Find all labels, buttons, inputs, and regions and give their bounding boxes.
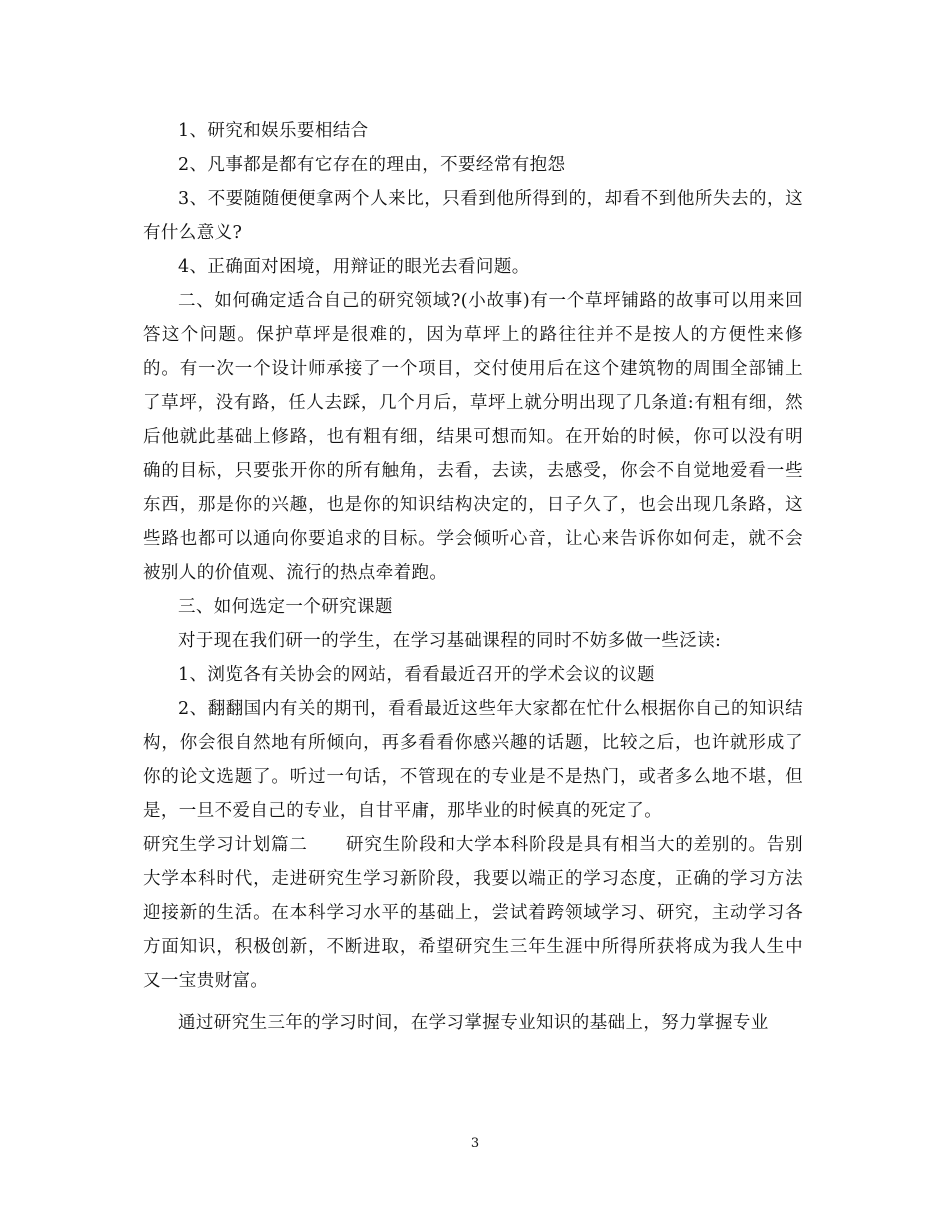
paragraph-1: 1、研究和娱乐要相结合: [178, 121, 369, 141]
paragraph-4: 4、正确面对困境，用辩证的眼光去看问题。: [178, 257, 530, 277]
paragraph-5: 二、如何确定适合自己的研究领域?(小故事)有一个草坪铺路的故事可以用来回答这个问题。保护草坪是很难的，因为草坪上的路往往并不是按人的方便性来修的。有一次一个设计师承接了一个项目，交付使用后在这个建筑物的周围全部铺上了草坪，没有路，任人去踩，几个月后，草坪上就分明出现了几条道:有粗有细，然后他就此基础上修路，也有粗有细，结果可想而知。在开始的时候，你可以没有明确的目标，只要张开你的所有触角，去看，去读，去感受，你会不自觉地爱看一些东西，那是你的兴趣，也是你的知识结构决定的，日子久了，也会出现几条路，这些路也都可以通向你要追求的目标。学会倾听心音，让心来告诉你如何走，就不会被别人的价值观、流行的热点牵着跑。: [143, 291, 803, 583]
last-paragraph: 通过研究生三年的学习时间，在学习掌握专业知识的基础上，努力掌握专业: [178, 1013, 769, 1033]
section-title: 研究生学习计划篇二: [143, 835, 308, 855]
page-number: 3: [470, 1136, 480, 1151]
paragraph-3: 3、不要随随便便拿两个人来比，只看到他所得到的，却看不到他所失去的，这有什么意义?: [143, 189, 803, 243]
paragraph-9: 2、翻翻国内有关的期刊，看看最近这些年大家都在忙什么根据你自己的知识结构，你会很自然地有所倾向，再多看看你感兴趣的话题，比较之后，也许就形成了你的论文选题了。听过一句话，不管现在的专业是不是热门，或者多么地不堪，但是，一旦不爱自己的专业，自甘平庸，那毕业的时候真的死定了。: [143, 699, 803, 821]
paragraph-2: 2、凡事都是都有它存在的理由，不要经常有抱怨: [178, 155, 566, 175]
document-body: [143, 114, 803, 1040]
paragraph-6: 三、如何选定一个研究课题: [178, 597, 393, 617]
paragraph-7: 对于现在我们研一的学生，在学习基础课程的同时不妨多做一些泛读:: [178, 631, 722, 651]
paragraph-8: 1、浏览各有关协会的网站，看看最近召开的学术会议的议题: [178, 665, 655, 685]
section-intro: 研究生阶段和大学本科阶段是具有相当大的差别的。告别大学本科时代，走进研究生学习新阶段，我要以端正的学习态度，正确的学习方法迎接新的生活。在本科学习水平的基础上，尝试着跨领域学习、研究，主动学习各方面知识，积极创新，不断进取，希望研究生三年生涯中所得所获将成为我人生中又一宝贵财富。: [143, 835, 804, 991]
section-paragraph: [143, 828, 803, 998]
